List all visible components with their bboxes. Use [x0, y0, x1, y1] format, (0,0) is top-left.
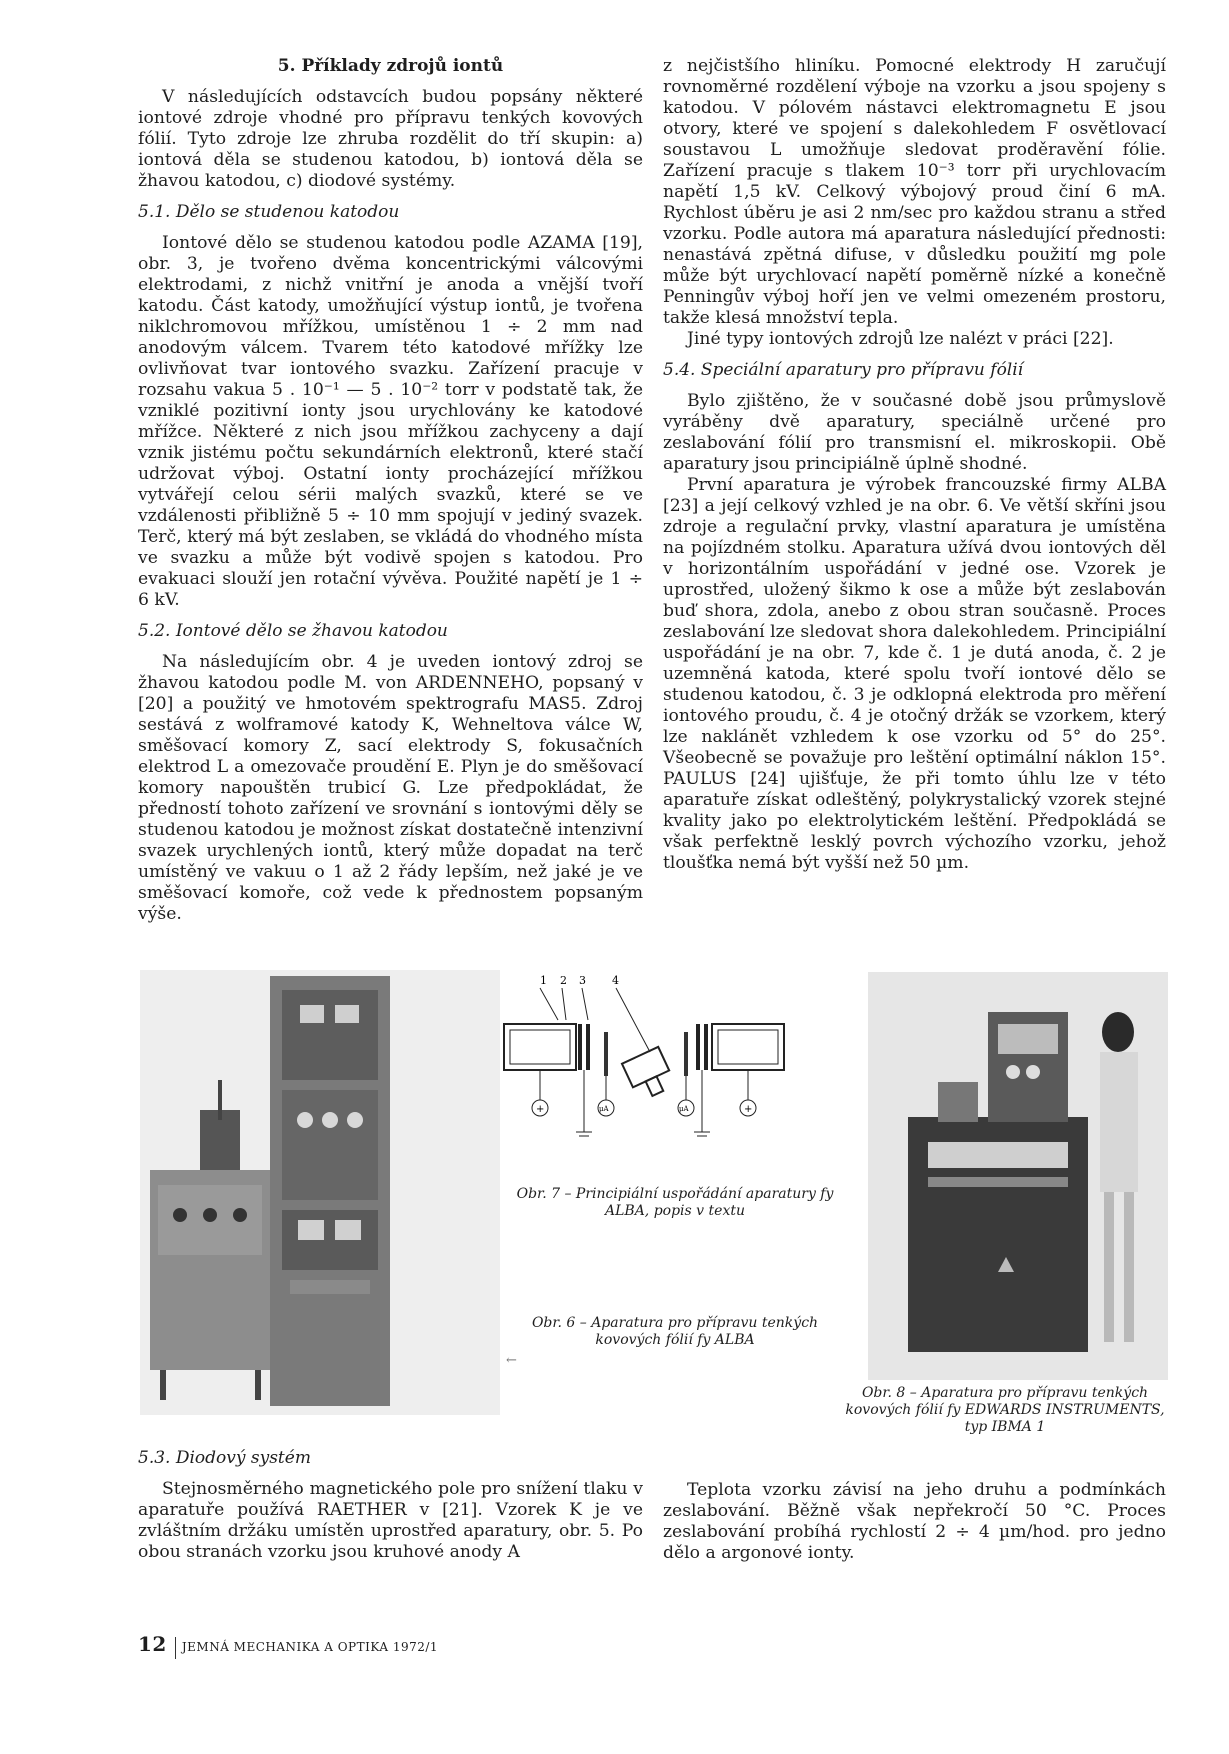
footer-divider	[175, 1637, 176, 1659]
section-5-1-title: 5.1. Dělo se studenou katodou	[138, 202, 400, 222]
section-5-2-title: 5.2. Iontové dělo se žhavou katodou	[138, 621, 448, 641]
figure-arrow: ←	[506, 1353, 517, 1368]
alba-principle-diagram	[500, 972, 800, 1160]
section-5-4-paragraph-2: První aparatura je výrobek francouzské firmy ALBA [23] a její celkový vzhled je na obr. 6. Ve větší skříni jsou zdroje a regulační prvky, vlastní aparatura je umístěna na pojízdném stolku. Aparatura užívá dvou iontových děl v horizontálním uspořádání v jedné ose. Vzorek je uprostřed, uložený šikmo k ose a může být zeslabován buď shora, zdola, anebo z obou stran současně. Proces zeslabování lze sledovat shora dalekohledem. Principiální uspořádání je na obr. 7, kde č. 1 je dutá anoda, č. 2 je uzemněná katoda, které spolu tvoří iontové dělo se studenou katodou, č. 3 je odklopná elektroda pro měření iontového proudu, č. 4 je otočný držák se vzorkem, který lze naklánět vzhledem k ose vzorku od 5° do 25°. Všeobecně se považuje pro leštění optimální náklon 15°. PAULUS [24] ujišťuje, že při tomto úhlu lze v této aparatuře získat odleštěný, polykrystalický vzorek stejné kvality jako po elektrolytickém leštění. Předpokládá se však perfektně lesklý povrch výchozího vzorku, jehož tloušťka nemá být vyšší než 50 µm.	[663, 475, 1166, 873]
page-number: 12	[138, 1632, 167, 1656]
meter-label-right: μA	[679, 1105, 689, 1113]
section-5-3-paragraph: Stejnosměrného magnetického pole pro snížení tlaku v aparatuře používá RAETHER v [21]. Vzorek K je ve zvláštním držáku umístěn uprostřed aparatury, obr. 5. Po obou stranách vzorku jsou kruhové anody A	[138, 1479, 643, 1562]
diagram-label-4: 4	[612, 974, 619, 987]
references-paragraph: Jiné typy iontových zdrojů lze nalézt v práci [22].	[687, 329, 1114, 349]
figure-8-caption: Obr. 8 – Aparatura pro přípravu tenkých kovových fólií fy EDWARDS INSTRUMENTS, typ IBMA 1	[845, 1385, 1165, 1435]
section-5-3	[138, 1448, 643, 1563]
right-column	[663, 56, 1166, 874]
section-5-4-paragraph-1: Bylo zjištěno, že v současné době jsou průmyslově vyráběny dvě aparatury, speciálně určené pro zeslabování fólií pro transmisní el. mikroskopii. Obě aparatury jsou principiálně úplně shodné.	[663, 391, 1166, 474]
section-5-2-paragraph: Na následujícím obr. 4 je uveden iontový zdroj se žhavou katodou podle M. von ARDENNEHO, popsaný v [20] a použitý ve hmotovém spektrografu MAS5. Zdroj sestává z wolframové katody K, Wehneltova válce W, směšovací komory Z, sací elektrody S, fokusačních elektrod L a omezovače proudění E. Plyn je do směšovací komory napouštěn trubicí G. Lze předpokládat, že předností tohoto zařízení ve srovnání s iontovými děly se studenou katodou je možnost získat dostatečně intenzivní svazek urychlených iontů, který může dopadat na terč umístěný ve vakuu o 1 až 2 řády lepším, než jaké je ve směšovací komoře, což vede k přednostem popsaným výše.	[138, 652, 643, 924]
section-5-1-paragraph: Iontové dělo se studenou katodou podle AZAMA [19], obr. 3, je tvořeno dvěma koncentrickými válcovými elektrodami, z nichž vnitřní je anoda a vnější tvoří katodu. Část katody, umožňující výstup iontů, je tvořena niklchromovou mřížkou, umístěnou 1 ÷ 2 mm nad anodovým válcem. Tvarem této katodové mřížky lze ovlivňovat tvar iontového svazku. Zařízení pracuje v rozsahu vakua 5 . 10⁻¹ — 5 . 10⁻² torr v podstatě tak, že vzniklé pozitivní ionty jsou urychlovány ke katodové mřížce. Některé z nich jsou mřížkou zachyceny a dají vznik jistému počtu sekundárních elektronů, které stačí udržovat výboj. Ostatní ionty procházející mřížkou vytvářejí celou sérii malých svazků, které se ve vzdálenosti přibližně 5 ÷ 10 mm spojují v jediný svazek. Terč, který má být zeslaben, se vkládá do vhodného místa ve svazku a může být vodivě spojen s katodou. Pro evakuaci slouží jen rotační vývěva. Použité napětí je 1 ÷ 6 kV.	[138, 233, 643, 610]
section-5-paragraph: V následujících odstavcích budou popsány některé iontové zdroje vhodné pro přípravu tenkých kovových fólií. Tyto zdroje lze zhruba rozdělit do tří skupin: a) iontová děla se studenou katodou, b) iontová děla se žhavou katodou, c) diodové systémy.	[138, 87, 643, 191]
section-5-4-title: 5.4. Speciální aparatury pro přípravu fólií	[663, 360, 1024, 380]
diagram-label-2: 2	[560, 974, 567, 987]
section-5-title: 5. Příklady zdrojů iontů	[277, 56, 504, 76]
edwards-apparatus-photo	[868, 972, 1168, 1380]
alba-apparatus-photo	[140, 970, 500, 1415]
left-column	[138, 56, 643, 925]
svg-text:+: +	[744, 1104, 753, 1115]
meter-label-left: μA	[599, 1105, 609, 1113]
figure-6-caption: Obr. 6 – Aparatura pro přípravu tenkých kovových fólií fy ALBA	[531, 1315, 819, 1348]
temperature-paragraph: Teplota vzorku závisí na jeho druhu a podmínkách zeslabování. Běžně však nepřekročí 50 °C. Proces zeslabování probíhá rychlostí 2 ÷ 4 µm/hod. pro jedno dělo a argonové ionty.	[663, 1480, 1166, 1563]
temperature-paragraph-block	[663, 1480, 1166, 1564]
journal-name: JEMNÁ MECHANIKA A OPTIKA 1972/1	[181, 1640, 439, 1654]
continued-paragraph: z nejčistšího hliníku. Pomocné elektrody H zaručují rovnoměrné rozdělení výboje na vzorku a jsou spojeny s katodou. V pólovém nástavci elektromagnetu E jsou otvory, které ve spojení s dalekohledem F osvětlovací soustavou L umožňuje sledovat proděravění fólie. Zařízení pracuje s tlakem 10⁻³ torr při urychlovacím napětí 1,5 kV. Celkový výbojový proud činí 6 mA. Rychlost úběru je asi 2 nm/sec pro každou stranu a střed vzorku. Podle autora má aparatura následující přednosti: nenastává zpětná difuse, v důsledku použití mg pole může být urychlovací napětí poměrně nízké a konečně Penningův výboj hoří jen ve velmi omezeném prostoru, takže klesá množství tepla.	[663, 56, 1166, 328]
svg-text:+: +	[536, 1104, 545, 1115]
diagram-label-1: 1	[540, 974, 547, 987]
page-footer	[138, 1632, 438, 1659]
figure-7-caption: Obr. 7 – Principiální uspořádání aparatury fy ALBA, popis v textu	[516, 1186, 834, 1219]
diagram-label-3: 3	[579, 974, 586, 987]
section-5-3-title: 5.3. Diodový systém	[138, 1448, 311, 1468]
